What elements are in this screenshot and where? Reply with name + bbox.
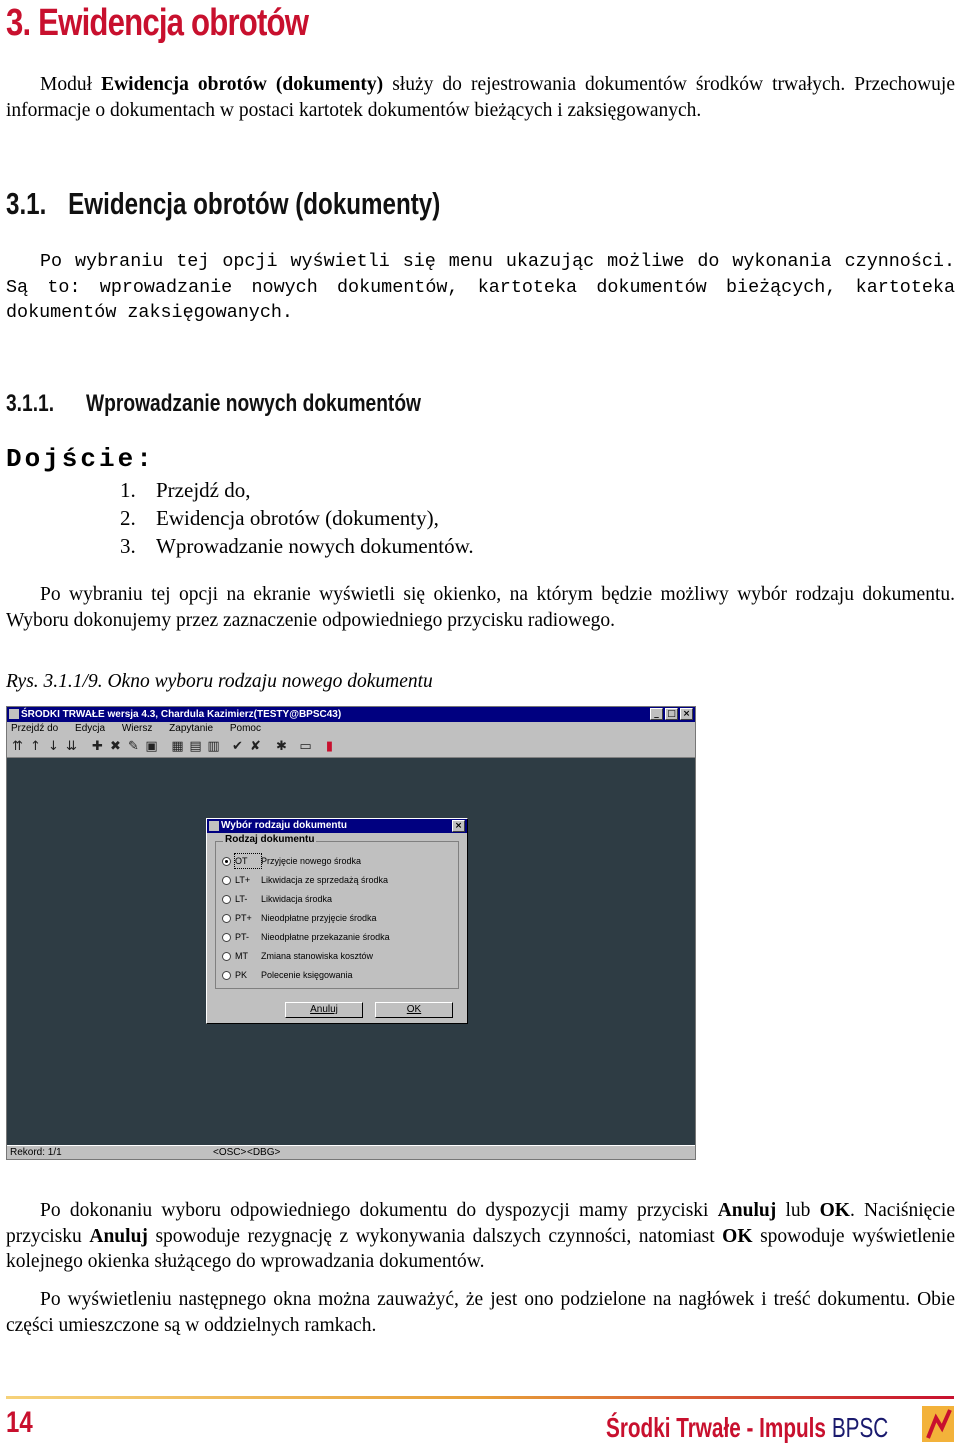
- dbg-indicator: <DBG>: [247, 1147, 281, 1158]
- app-window-screenshot: [6, 706, 696, 1160]
- toolbar: [7, 736, 695, 758]
- osc-indicator: <OSC>: [213, 1147, 247, 1158]
- heading-2: 3.1. Ewidencja obrotów (dokumenty): [6, 186, 441, 221]
- maximize-button[interactable]: □: [665, 708, 678, 720]
- bpsc-logo-icon: [920, 1404, 956, 1444]
- footer-brand: Środki Trwałe - Impuls BPSC: [606, 1412, 889, 1443]
- list-item: 3. Wprowadzanie nowych dokumentów.: [120, 534, 474, 558]
- radio-button[interactable]: [222, 971, 231, 980]
- exit-icon[interactable]: ▮: [325, 739, 334, 754]
- help-icon[interactable]: ✱: [276, 739, 287, 754]
- status-bar: [7, 1145, 695, 1159]
- menu-edycja[interactable]: Edycja: [75, 723, 106, 734]
- print-icon[interactable]: ▭: [299, 739, 312, 754]
- dialog-close-button[interactable]: ×: [452, 820, 465, 832]
- paragraph-next-window: Po wyświetleniu następnego okna można zauważyć, że jest ono podzielone na nagłówek i treść dokumentu. Obie części umieszczone są w oddzielnych ramkach.: [6, 1289, 955, 1336]
- radio-lt-minus[interactable]: LT- Likwidacja środka: [222, 892, 332, 906]
- save-icon[interactable]: ▣: [145, 739, 158, 754]
- first-record-icon[interactable]: ⇈: [12, 739, 23, 754]
- document-type-dialog: [206, 818, 468, 1024]
- radio-lt-plus[interactable]: LT+ Likwidacja ze sprzedażą środka: [222, 873, 388, 887]
- accept-icon[interactable]: ✔: [232, 739, 243, 754]
- window-titlebar: [7, 707, 695, 722]
- menu-pomoc[interactable]: Pomoc: [229, 723, 261, 734]
- window-title: ŚRODKI TRWAŁE wersja 4.3, Chardula Kazimierz(TESTY@BPSC43): [21, 709, 342, 720]
- group-label: Rodzaj dokumentu: [225, 834, 315, 845]
- heading-3: 3.1.1. Wprowadzanie nowych dokumentów: [6, 390, 421, 417]
- radio-button[interactable]: [222, 933, 231, 942]
- radio-mt[interactable]: MT Zmiana stanowiska kosztów: [222, 949, 373, 963]
- radio-pt-minus[interactable]: PT- Nieodpłatne przekazanie środka: [222, 930, 390, 944]
- delete-record-icon[interactable]: ✖: [110, 739, 121, 754]
- previous-record-icon[interactable]: ↑: [30, 739, 41, 754]
- radio-button[interactable]: [222, 952, 231, 961]
- refresh-icon[interactable]: ▥: [207, 739, 220, 754]
- cancel-icon[interactable]: ✘: [250, 739, 261, 754]
- menu-zapytanie[interactable]: Zapytanie: [169, 723, 214, 734]
- close-button[interactable]: ×: [680, 708, 693, 720]
- radio-button[interactable]: [222, 895, 231, 904]
- steps-list: [120, 476, 474, 560]
- menu-wiersz[interactable]: Wiersz: [121, 723, 153, 734]
- next-record-icon[interactable]: ↓: [48, 739, 59, 754]
- radio-pt-plus[interactable]: PT+ Nieodpłatne przyjęcie środka: [222, 911, 377, 925]
- menu-bar: [7, 722, 695, 736]
- dojscie-label: Dojście:: [6, 444, 155, 474]
- page-number: 14: [6, 1406, 33, 1439]
- query-icon[interactable]: ▦: [171, 739, 184, 754]
- dialog-title: Wybór rodzaju dokumentu: [221, 820, 347, 831]
- minimize-button[interactable]: _: [650, 708, 663, 720]
- intro-paragraph: Moduł Ewidencja obrotów (dokumenty) służy do rejestrowania dokumentów środków trwałych. Przechowuje informacje o dokumentach w postaci kartotek dokumentów bieżących i zaksięgowanych.: [6, 74, 955, 121]
- dialog-icon: [209, 821, 219, 831]
- paragraph-buttons: Po dokonaniu wyboru odpowiedniego dokumentu do dyspozycji mamy przyciski Anuluj lub OK. Naciśnięcie przycisku Anuluj spowoduje rezygnację z wykonywania dalszych czynności, natomiast OK spowoduje wyświetlenie kolejnego okienka służącego do wprowadzania dokumentów.: [6, 1200, 956, 1272]
- dialog-titlebar: [207, 819, 467, 833]
- filter-icon[interactable]: ▤: [189, 739, 202, 754]
- list-item: 2. Ewidencja obrotów (dokumenty),: [120, 506, 439, 530]
- footer-divider: [6, 1396, 954, 1399]
- paragraph-menu-description: Po wybraniu tej opcji wyświetli się menu ukazując możliwe do wykonania czynności. Są to: wprowadzanie nowych dokumentów, kartoteka dokumentów bieżących, kartoteka dokumentów zaksięgowanych.: [6, 251, 955, 323]
- radio-ot[interactable]: OT Przyjęcie nowego środka: [222, 854, 361, 868]
- radio-button[interactable]: [222, 914, 231, 923]
- radio-button[interactable]: [222, 857, 231, 866]
- insert-record-icon[interactable]: ✚: [92, 739, 103, 754]
- edit-record-icon[interactable]: ✎: [128, 739, 139, 754]
- last-record-icon[interactable]: ⇊: [66, 739, 77, 754]
- list-item: 1. Przejdź do,: [120, 478, 251, 502]
- record-counter: Rekord: 1/1: [10, 1147, 62, 1158]
- ok-button[interactable]: OK: [375, 1002, 453, 1018]
- menu-przejdz-do[interactable]: Przejdź do: [11, 723, 59, 734]
- figure-caption: Rys. 3.1.1/9. Okno wyboru rodzaju nowego dokumentu: [6, 671, 433, 692]
- paragraph-dialog-intro: Po wybraniu tej opcji na ekranie wyświetli się okienko, na którym będzie możliwy wybór rodzaju dokumentu. Wyboru dokonujemy przez zaznaczenie odpowiedniego przycisku radiowego.: [6, 584, 955, 631]
- app-icon: [9, 709, 19, 719]
- document-type-group: [215, 834, 459, 989]
- radio-pk[interactable]: PK Polecenie księgowania: [222, 968, 353, 982]
- radio-button[interactable]: [222, 876, 231, 885]
- cancel-button[interactable]: Anuluj: [285, 1002, 363, 1018]
- heading-1: 3. Ewidencja obrotów: [6, 2, 309, 44]
